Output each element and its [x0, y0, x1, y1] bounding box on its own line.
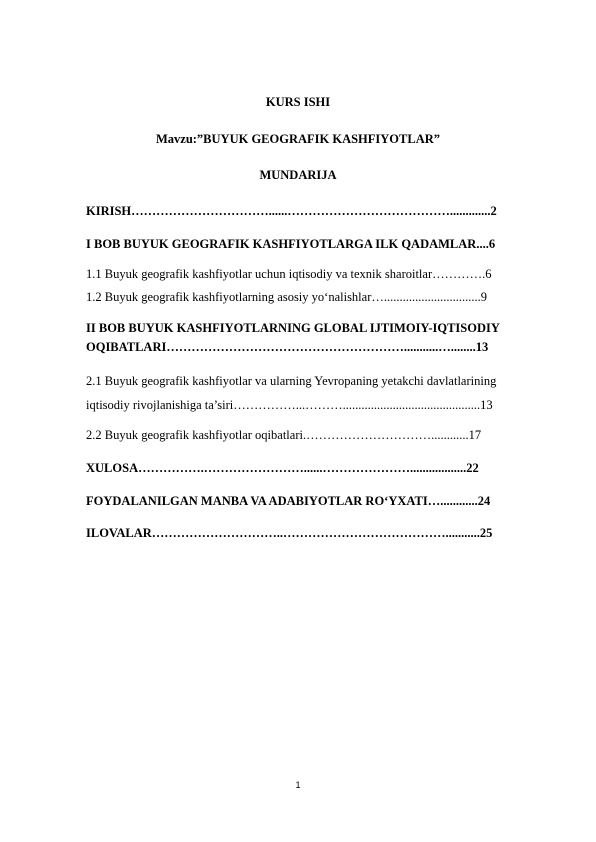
toc-entry-2-2: 2.2 Buyuk geografik kashfiyotlar oqibatlari.…………………………............17: [86, 428, 482, 442]
page-number: 1: [295, 780, 301, 790]
toc-entry-2-1-line-1: 2.1 Buyuk geografik kashfiyotlar va ularning Yevropaning yetakchi davlatlarining: [86, 374, 497, 388]
toc-entry-references: FOYDALANILGAN MANBA VA ADABIYOTLAR RO‘YXATI…............24: [86, 494, 491, 508]
toc-entry-chapter-2-line-2: OQIBATLARI…………………………………………………...........…........13: [86, 340, 489, 354]
toc-entry-appendix: ILOVALAR…………………………..…………………………………...........25: [86, 526, 493, 540]
toc-entry-conclusion: XULOSA…………….……………………......…………………..................22: [86, 461, 479, 475]
contents-heading: MUNDARIJA: [259, 168, 337, 182]
course-title: KURS ISHI: [265, 95, 331, 109]
toc-entry-chapter-1: I BOB BUYUK GEOGRAFIK KASHFIYOTLARGA ILK QADAMLAR....6: [86, 237, 496, 251]
toc-entry-chapter-2-line-1: II BOB BUYUK KASHFIYOTLARNING GLOBAL IJTIMOIY-IQTISODIY: [86, 321, 500, 335]
topic-title: Mavzu:”BUYUK GEOGRAFIK KASHFIYOTLAR”: [155, 132, 441, 146]
toc-entry-intro: KIRISH……………………………......………………………………….............2: [86, 204, 497, 218]
toc-entry-1-2: 1.2 Buyuk geografik kashfiyotlarning asosiy yo‘nalishlar…...............................9: [86, 290, 487, 304]
toc-entry-2-1-line-2: iqtisodiy rivojlanishiga ta’siri……………...………............................................13: [86, 398, 493, 412]
toc-entry-1-1: 1.1 Buyuk geografik kashfiyotlar uchun iqtisodiy va texnik sharoitlar………….6: [86, 267, 492, 281]
